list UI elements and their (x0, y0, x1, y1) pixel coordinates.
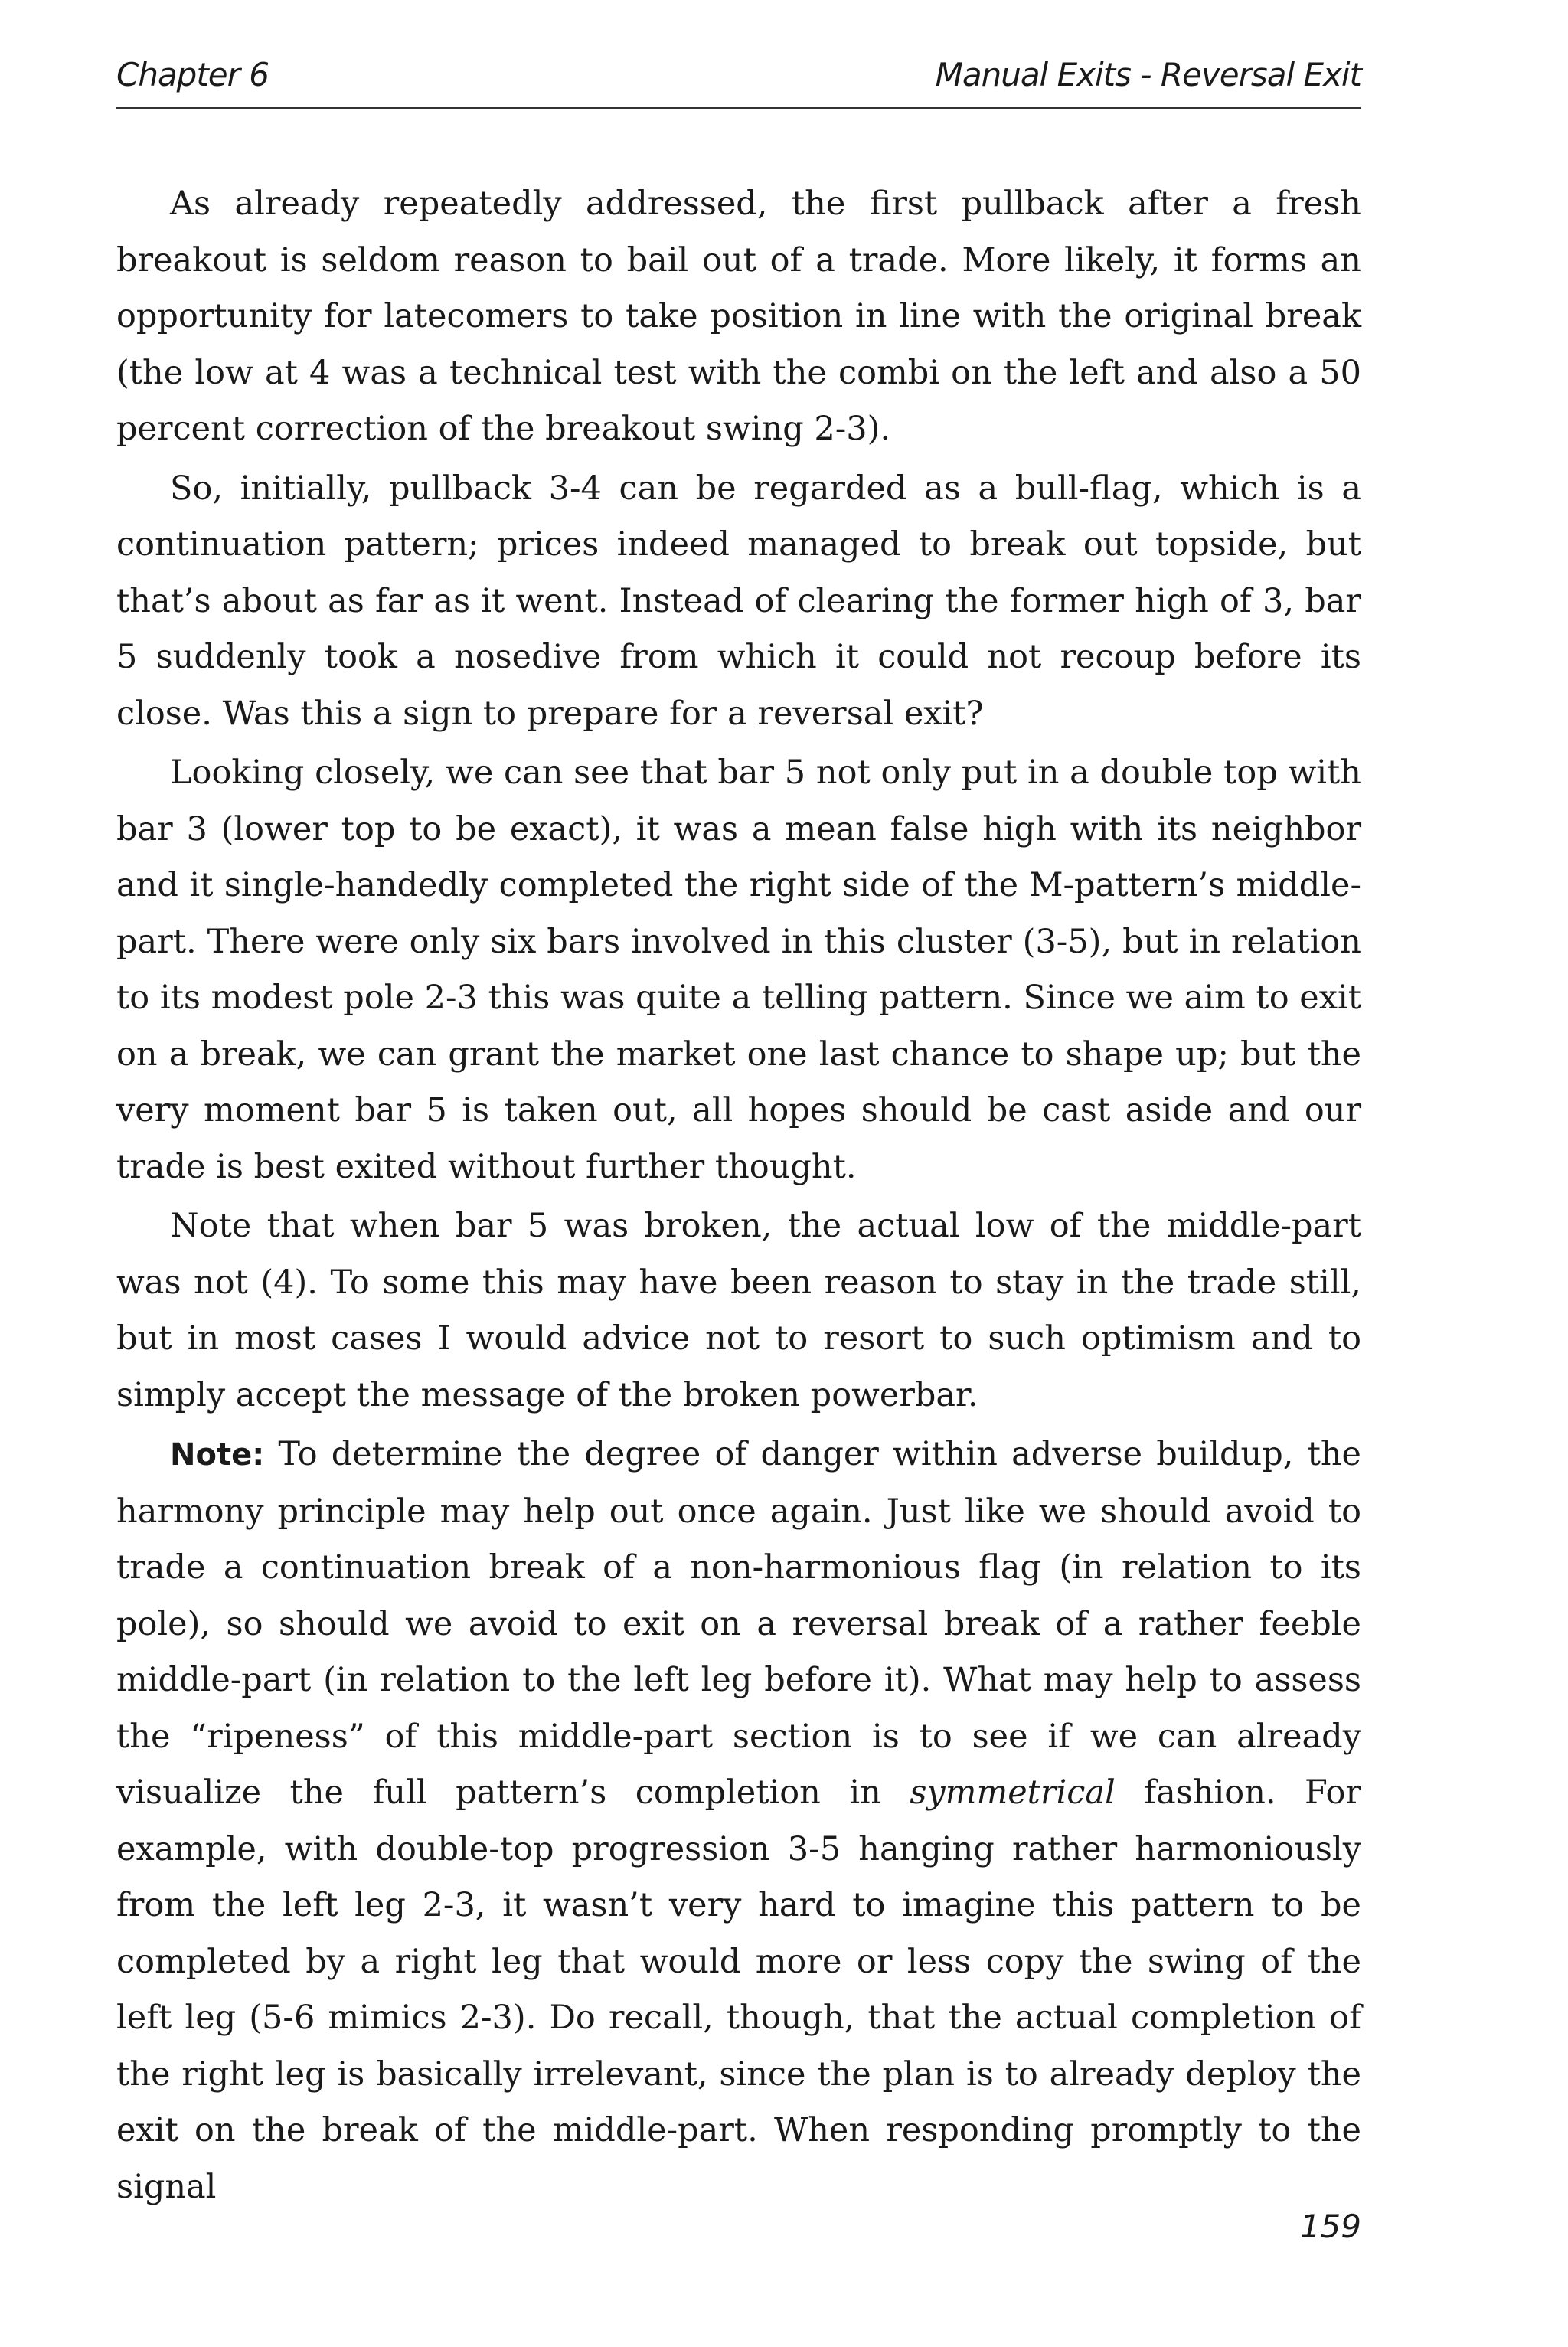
paragraph: Looking closely, we can see that bar 5 not only put in a double top with bar 3 (lower top to be exact), it was a mean false high with its neighbor and it single-handedly completed the right side of the M-pattern’s middle-part. There were only six bars involved in this cluster (3-5), but in relation to its modest pole 2-3 this was quite a telling pattern. Since we aim to exit on a break, we can grant the market one last chance to shape up; but the very moment bar 5 is taken out, all hopes should be cast aside and our trade is best exited without further thought. (116, 753, 1361, 1186)
note-text: To determine the degree of danger within adverse buildup, the harmony principle may help out once again. Just like we should avoid to trade a continuation break of a non-harmonious flag (in relation to its pole), so should we avoid to exit on a reversal break of a rather feeble middle-part (in relation to the left leg before it). What may help to assess the “ripeness” of this middle-part section is to see if we can already visualize the full pattern’s completion in (116, 1435, 1361, 1812)
header-rule (116, 107, 1361, 109)
paragraph: Note that when bar 5 was broken, the actual low of the middle-part was not (4). To some this may have been reason to stay in the trade still, but in most cases I would advice not to resort to such optimism and to simply accept the message of the broken powerbar. (116, 1207, 1361, 1414)
paragraph: So, initially, pullback 3-4 can be regarded as a bull-flag, which is a continuation pattern; prices indeed managed to break out topside, but that’s about as far as it went. Instead of clearing the former high of 3, bar 5 suddenly took a nosedive from which it could not recoup before its close. Was this a sign to prepare for a reversal exit? (116, 469, 1361, 733)
body-text (116, 176, 1361, 2218)
section-title: Manual Exits - Reversal Exit (935, 56, 1361, 93)
running-header (116, 54, 1361, 109)
note-italic-text: symmetrical (910, 1773, 1116, 1812)
note-label: Note: (170, 1437, 265, 1473)
paragraph: As already repeatedly addressed, the first pullback after a fresh breakout is seldom reason to bail out of a trade. More likely, it forms an opportunity for latecomers to take position in line with the original break (the low at 4 was a technical test with the combi on the left and also a 50 percent correction of the breakout swing 2-3). (116, 185, 1361, 448)
page-number: 159 (1299, 2208, 1361, 2245)
note-text-continued: fashion. For example, with double-top progression 3-5 hanging rather harmoniously from the left leg 2-3, it wasn’t very hard to imagine this pattern to be completed by a right leg that would more or less copy the swing of the left leg (5-6 mimics 2-3). Do recall, though, that the actual completion of the right leg is basically irrelevant, since the plan is to already deploy the exit on the break of the middle-part. When responding promptly to the signal (116, 1773, 1361, 2206)
note-paragraph (116, 1427, 1361, 2215)
chapter-title: Chapter 6 (116, 56, 269, 93)
